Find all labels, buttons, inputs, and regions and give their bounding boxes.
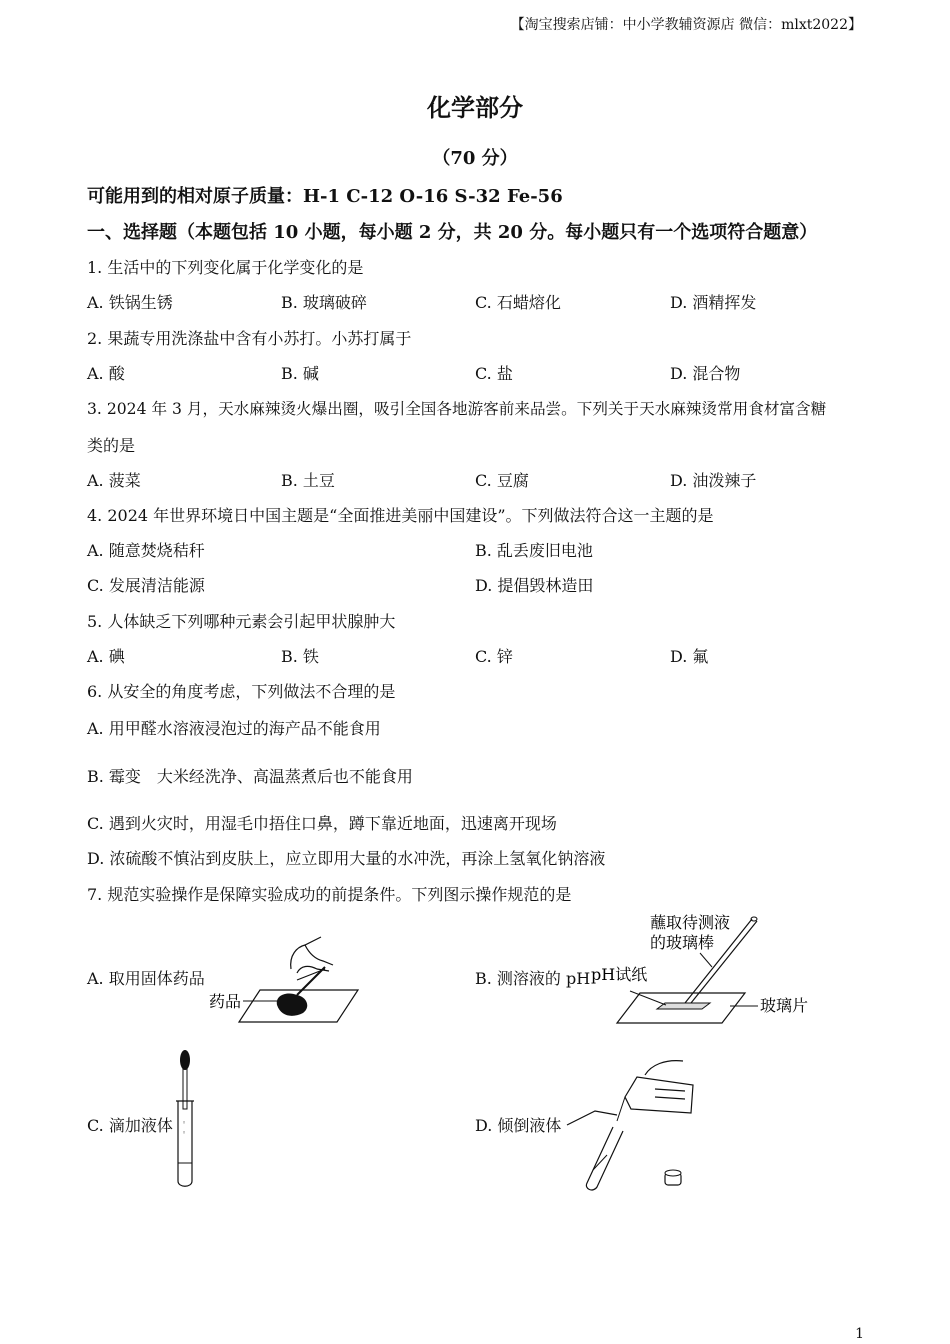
stopper-top [665,1170,681,1176]
question-3-option-a: A. 菠菜 [87,471,141,490]
pour-stream [617,1097,625,1121]
question-1-option-d: D. 酒精挥发 [670,293,757,312]
question-1-stem: 1. 生活中的下列变化属于化学变化的是 [87,258,364,277]
solid-reagent-pile [277,993,307,1015]
question-4-option-d: D. 提倡毁林造田 [475,576,594,595]
question-6-option-d: D. 浓硫酸不慎沾到皮肤上，应立即用大量的水冲洗，再涂上氢氧化钠溶液 [87,849,606,868]
section-heading: 一、选择题（本题包括 10 小题，每小题 2 分，共 20 分。每小题只有一个选项符合题意） [87,222,818,243]
page-title: 化学部分 [427,93,523,122]
question-3-option-d: D. 油泼辣子 [670,471,757,490]
figure-b-rod-label-1: 蘸取待测液 [650,913,731,932]
question-2-option-b: B. 碱 [281,364,319,383]
question-7-option-d: D. 倾倒液体 [475,1116,562,1135]
figure-b-plate-label: 玻璃片 [760,996,809,1015]
drop-icon: ◦ [182,1119,187,1127]
figure-a-solid-reagent [205,925,370,1030]
left-hand-icon [567,1111,617,1125]
rod-pointer-line [700,953,712,967]
figure-a-label: 药品 [209,992,242,1011]
figure-b-ph-test [590,905,820,1030]
question-2-option-a: A. 酸 [87,364,125,383]
question-6-stem: 6. 从安全的角度考虑，下列做法不合理的是 [87,682,396,701]
question-7-option-a: A. 取用固体药品 [87,969,205,988]
ph-paper-strip [657,1003,710,1009]
question-1-option-c: C. 石蜡熔化 [475,293,561,312]
question-4-stem: 4. 2024 年世界环境日中国主题是“全面推进美丽中国建设”。下列做法符合这一主题的是 [87,506,714,525]
drop-icon: ◦ [182,1129,187,1137]
right-hand-icon [645,1061,685,1099]
dropper-tube [183,1069,187,1109]
spatula-icon [297,967,325,995]
question-5-stem: 5. 人体缺乏下列哪种元素会引起甲状腺肿大 [87,612,396,631]
liquid-in-tube [593,1155,607,1170]
figure-d-pouring [565,1055,705,1190]
question-3-stem-cont: 类的是 [87,436,136,455]
question-7-option-b: B. 测溶液的 pH [475,969,591,988]
question-5-option-a: A. 碘 [87,647,125,666]
question-2-option-c: C. 盐 [475,364,513,383]
header-note: 【淘宝搜索店铺：中小学教辅资源店 微信：mlxt2022】 [510,17,862,33]
figure-c-dropper [168,1045,204,1190]
question-4-option-c: C. 发展清洁能源 [87,576,205,595]
test-tube [178,1101,192,1186]
hand-icon [291,937,333,980]
question-2-option-d: D. 混合物 [670,364,741,383]
question-1-option-b: B. 玻璃破碎 [281,293,367,312]
page-number: 1 [855,1326,864,1342]
score-subtitle: （70 分） [432,148,518,169]
question-7-option-c: C. 滴加液体 [87,1116,173,1135]
figure-b-rod-label-2: 的玻璃棒 [650,933,715,952]
question-5-option-c: C. 锌 [475,647,513,666]
question-5-option-b: B. 铁 [281,647,319,666]
test-tube [586,1127,623,1190]
question-6-option-b: B. 霉变 大米经洗净、高温蒸煮后也不能食用 [87,767,413,786]
question-7-stem: 7. 规范实验操作是保障实验成功的前提条件。下列图示操作规范的是 [87,885,572,904]
question-3-option-b: B. 土豆 [281,471,335,490]
question-6-option-c: C. 遇到火灾时，用湿毛巾捂住口鼻，蹲下靠近地面，迅速离开现场 [87,814,557,833]
question-6-option-a: A. 用甲醛水溶液浸泡过的海产品不能食用 [87,719,381,738]
question-2-stem: 2. 果蔬专用洗涤盐中含有小苏打。小苏打属于 [87,329,412,348]
question-5-option-d: D. 氟 [670,647,709,666]
question-3-stem: 3. 2024 年 3 月，天水麻辣烫火爆出圈，吸引全国各地游客前来品尝。下列关于天水麻辣烫常用食材富含糖 [87,400,827,418]
question-4-option-b: B. 乱丢废旧电池 [475,541,593,560]
reagent-bottle [625,1077,693,1113]
dropper-bulb [180,1050,190,1070]
atomic-masses: 可能用到的相对原子质量：H-1 C-12 O-16 S-32 Fe-56 [87,186,563,207]
question-1-option-a: A. 铁锅生锈 [87,293,173,312]
figure-b-paper-label: pH试纸 [591,965,648,984]
question-4-option-a: A. 随意焚烧秸秆 [87,541,205,560]
question-3-option-c: C. 豆腐 [475,471,529,490]
